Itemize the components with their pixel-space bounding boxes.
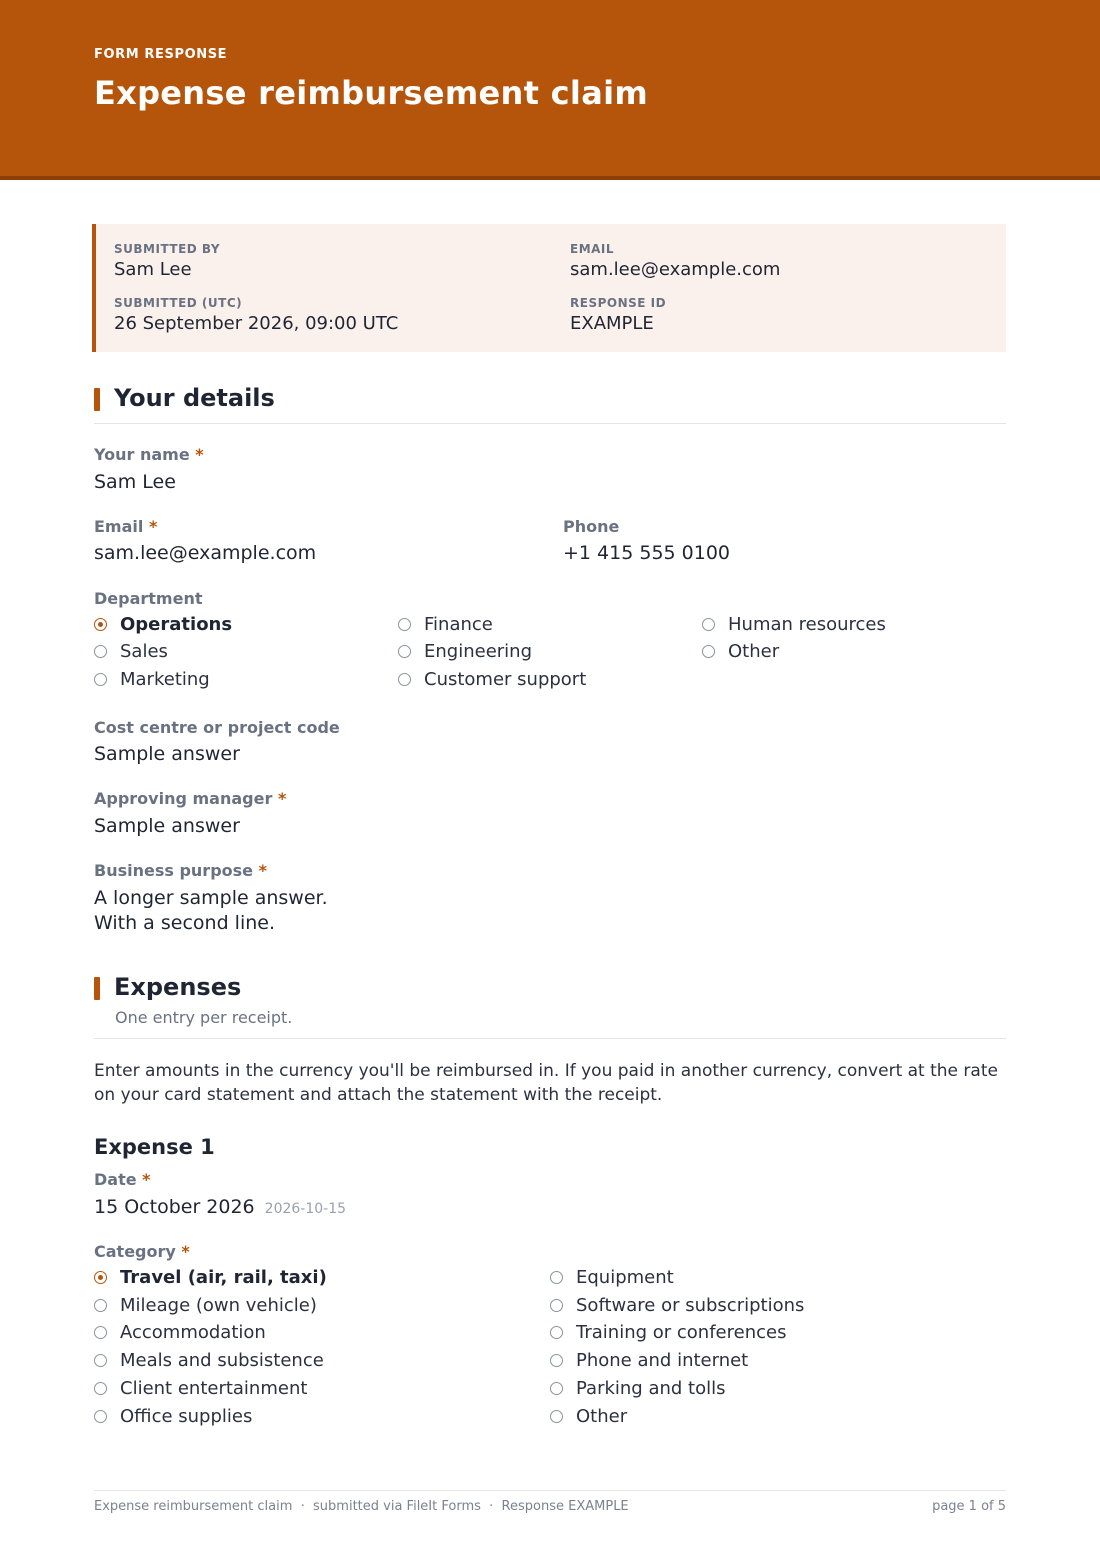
submitted-utc-label: SUBMITTED (UTC) (114, 296, 243, 310)
radio-selected-icon (94, 618, 107, 631)
cost-centre-label: Cost centre or project code (94, 718, 340, 737)
expense-date-label: Date * (94, 1170, 151, 1189)
radio-selected-icon (94, 1271, 107, 1284)
section-subtitle: One entry per receipt. (115, 1008, 293, 1027)
required-marker: * (142, 1170, 151, 1189)
phone-value: +1 415 555 0100 (563, 542, 731, 564)
section-accent-bar (94, 977, 100, 1000)
section-title-text: Your details (114, 384, 275, 412)
radio-empty-icon (94, 1354, 107, 1367)
radio-empty-icon (398, 673, 411, 686)
business-purpose-line-1: A longer sample answer. (94, 887, 328, 909)
meta-email-value: sam.lee@example.com (570, 259, 781, 280)
radio-empty-icon (702, 618, 715, 631)
radio-empty-icon (398, 618, 411, 631)
section-divider (94, 423, 1006, 424)
expense-date-iso: 2026-10-15 (264, 1201, 347, 1217)
radio-empty-icon (94, 1326, 107, 1339)
required-marker: * (181, 1242, 190, 1261)
form-header (0, 0, 1100, 180)
radio-empty-icon (550, 1326, 563, 1339)
expense-category-label: Category * (94, 1242, 190, 1261)
section-divider (94, 1038, 1006, 1039)
submitted-utc-value: 26 September 2026, 09:00 UTC (114, 313, 399, 334)
approving-manager-value: Sample answer (94, 815, 240, 837)
form-title: Expense reimbursement claim (94, 74, 649, 112)
radio-empty-icon (550, 1382, 563, 1395)
radio-empty-icon (398, 645, 411, 658)
response-id-value: EXAMPLE (570, 313, 654, 334)
your-name-label: Your name * (94, 445, 204, 464)
radio-empty-icon (550, 1271, 563, 1284)
department-label: Department (94, 589, 203, 608)
required-marker: * (195, 445, 204, 464)
expenses-instructions: Enter amounts in the currency you'll be reimbursed in. If you paid in another currency, convert at the rate on your card statement and attach the statement with the receipt. (94, 1061, 998, 1105)
radio-empty-icon (94, 673, 107, 686)
submission-meta (92, 224, 1006, 352)
radio-empty-icon (94, 1382, 107, 1395)
radio-empty-icon (550, 1410, 563, 1423)
response-id-label: RESPONSE ID (570, 296, 667, 310)
required-marker: * (277, 789, 287, 808)
expense-date-value: 15 October 2026 2026-10-15 (94, 1196, 347, 1218)
your-name-value: Sam Lee (94, 471, 176, 493)
submitted-by-label: SUBMITTED BY (114, 242, 221, 256)
email-value: sam.lee@example.com (94, 542, 317, 564)
required-marker: * (258, 861, 267, 880)
phone-label: Phone (563, 517, 620, 536)
meta-email-label: EMAIL (570, 242, 615, 256)
radio-empty-icon (94, 645, 107, 658)
email-label: Email * (94, 517, 158, 536)
radio-empty-icon (702, 645, 715, 658)
radio-empty-icon (94, 1299, 107, 1312)
required-marker: * (148, 517, 158, 536)
section-expenses (94, 973, 241, 1001)
expense-1-title: Expense 1 (94, 1135, 215, 1159)
cost-centre-value: Sample answer (94, 743, 240, 765)
footer-divider (94, 1490, 1006, 1491)
section-accent-bar (94, 388, 100, 411)
business-purpose-label: Business purpose * (94, 861, 267, 880)
footer-page-number: page 1 of 5 (932, 1499, 1006, 1514)
business-purpose-line-2: With a second line. (94, 912, 275, 934)
radio-empty-icon (94, 1410, 107, 1423)
approving-manager-label: Approving manager * (94, 789, 287, 808)
section-title-text: Expenses (114, 973, 242, 1001)
form-eyebrow: FORM RESPONSE (94, 47, 228, 62)
radio-empty-icon (550, 1299, 563, 1312)
radio-empty-icon (550, 1354, 563, 1367)
footer-left: Expense reimbursement claim · submitted via FileIt Forms · Response EXAMPLE (94, 1499, 629, 1514)
submitted-by-value: Sam Lee (114, 259, 192, 280)
section-your-details (94, 384, 275, 412)
